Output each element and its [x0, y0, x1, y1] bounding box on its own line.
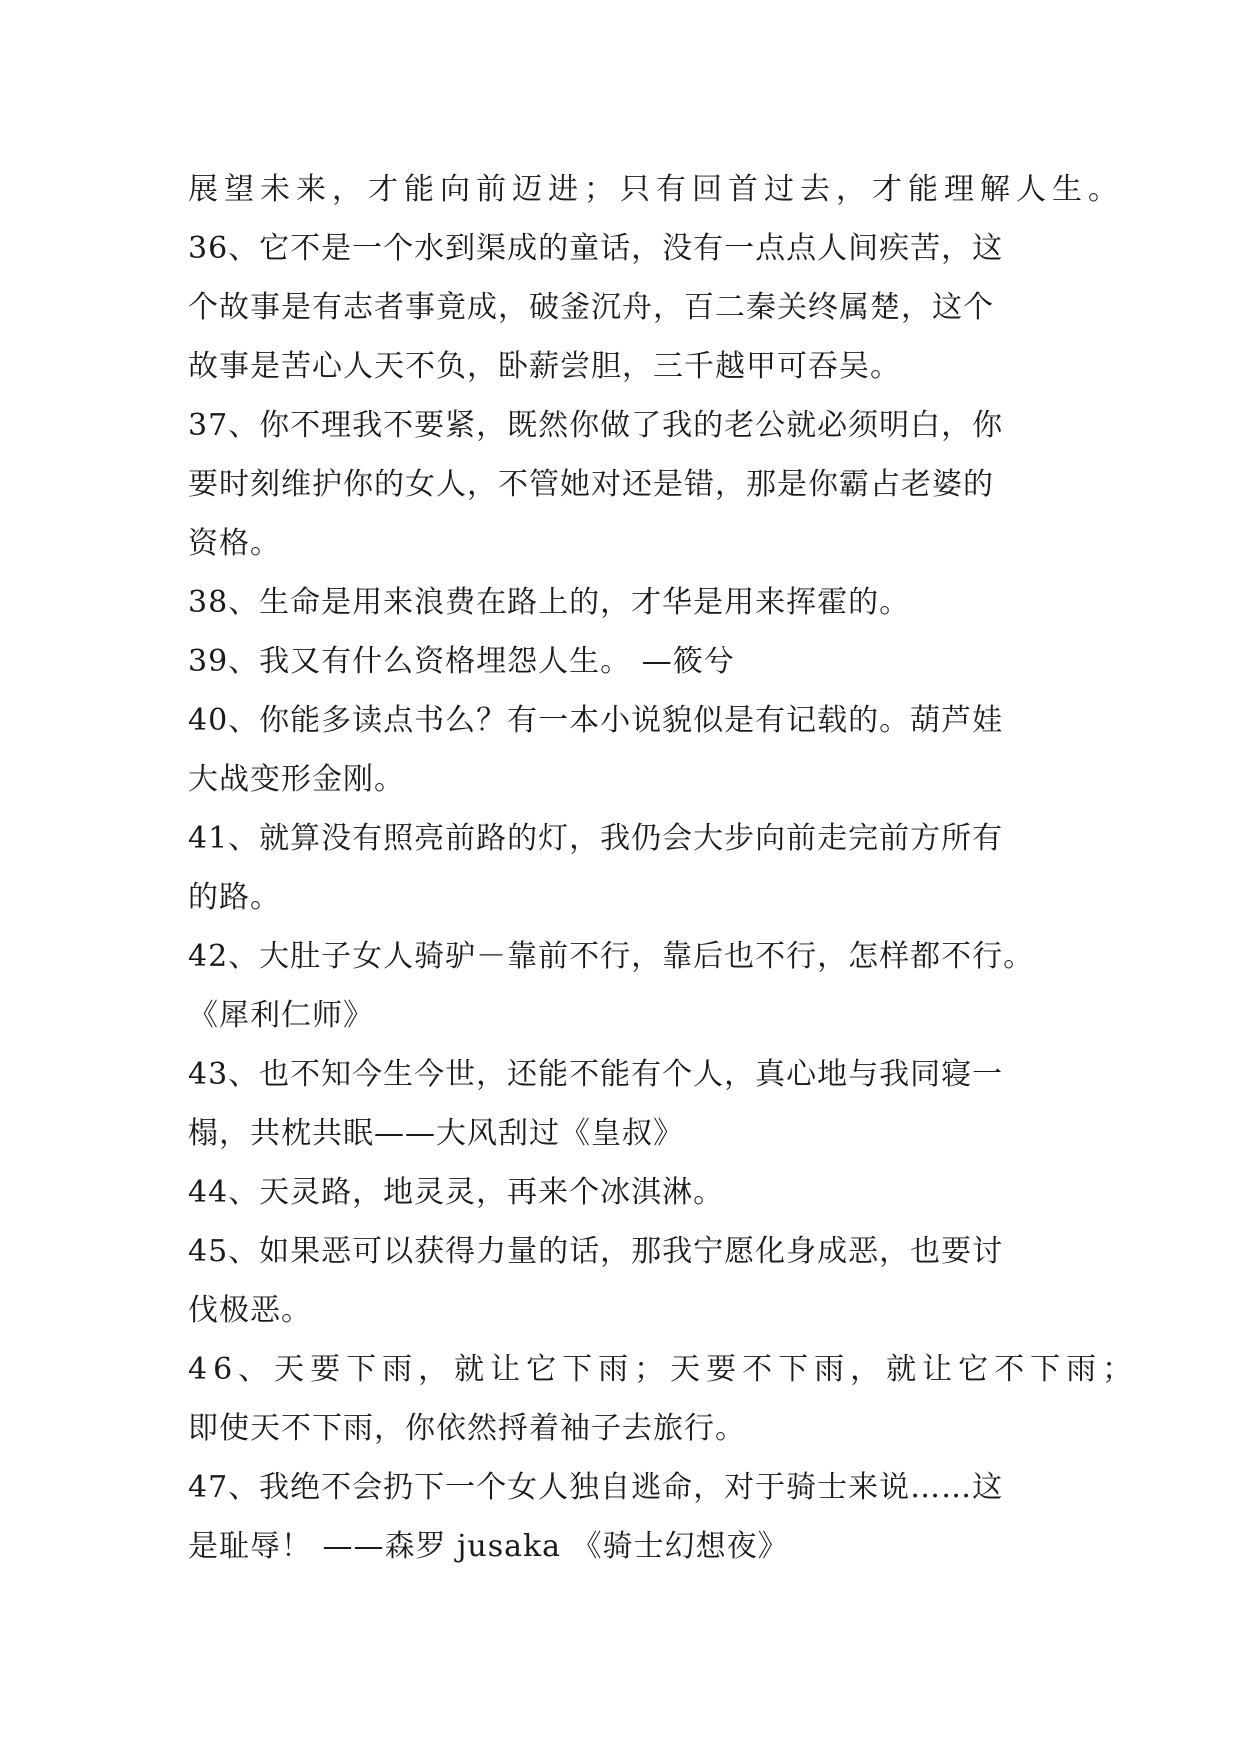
text-line: 即使天不下雨，你依然捋着袖子去旅行。 — [188, 1411, 746, 1446]
text-line: 44、天灵路，地灵灵，再来个冰淇淋。 — [188, 1175, 725, 1210]
text-line: 大战变形金刚。 — [188, 762, 405, 797]
text-line: 43、也不知今生今世，还能不能有个人，真心地与我同寝一 — [188, 1057, 1004, 1092]
text-line: 个故事是有志者事竟成，破釜沉舟，百二秦关终属楚，这个 — [188, 290, 994, 325]
body-text — [188, 160, 1139, 1576]
text-line: 40、你能多读点书么？有一本小说貌似是有记载的。葫芦娃 — [188, 703, 1004, 738]
text-line: 伐极恶。 — [188, 1293, 312, 1328]
text-line: 资格。 — [188, 526, 281, 561]
text-line: 47、我绝不会扔下一个女人独自逃命，对于骑士来说……这 — [188, 1470, 1004, 1505]
text-line: 故事是苦心人天不负，卧薪尝胆，三千越甲可吞吴。 — [188, 349, 901, 384]
text-line: 42、大肚子女人骑驴－靠前不行，靠后也不行，怎样都不行。 — [188, 939, 1035, 974]
text-line: 《犀利仁师》 — [188, 998, 374, 1033]
text-line: 37、你不理我不要紧，既然你做了我的老公就必须明白，你 — [188, 408, 1004, 443]
text-line: 36、它不是一个水到渠成的童话，没有一点点人间疾苦，这 — [188, 231, 1004, 266]
text-line: 39、我又有什么资格埋怨人生。 —筱兮 — [188, 644, 735, 679]
text-line: 46、天要下雨，就让它下雨；天要不下雨，就让它不下雨； — [188, 1352, 1139, 1387]
text-line: 是耻辱！ ——森罗 jusaka 《骑士幻想夜》 — [188, 1529, 789, 1564]
text-line: 榻，共枕共眠——大风刮过《皇叔》 — [188, 1116, 684, 1151]
text-line: 的路。 — [188, 880, 281, 915]
text-line: 45、如果恶可以获得力量的话，那我宁愿化身成恶，也要讨 — [188, 1234, 1004, 1269]
text-line: 38、生命是用来浪费在路上的，才华是用来挥霍的。 — [188, 585, 911, 620]
text-line: 41、就算没有照亮前路的灯，我仍会大步向前走完前方所有 — [188, 821, 1004, 856]
text-line: 展望未来，才能向前迈进；只有回首过去，才能理解人生。 — [188, 172, 1124, 207]
text-line: 要时刻维护你的女人，不管她对还是错，那是你霸占老婆的 — [188, 467, 994, 502]
